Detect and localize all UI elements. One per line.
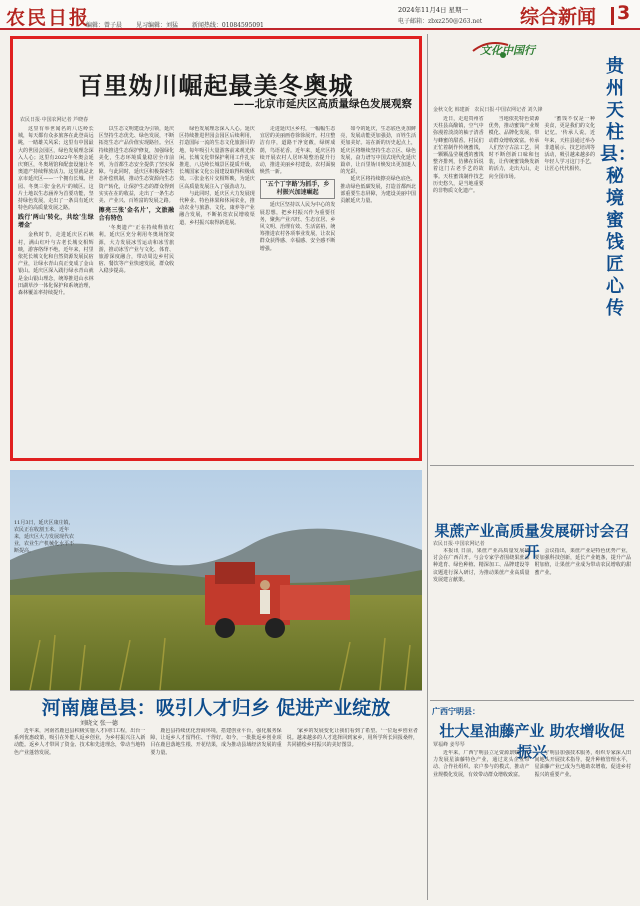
forum-col-1 — [433, 548, 530, 696]
paragraph: 走进延庆区乡村，一幅幅生态宜居的美丽画卷徐徐展开。村庄整洁有序，道路干净宽敞，绿树成荫，鸟语花香。近年来，延庆区持续开展农村人居环境整治提升行动，推进美丽乡村建设，农村面貌焕然一新。 — [259, 126, 336, 176]
paragraph: 近年来，广西宁明县立足资源禀赋，大力发展星油藤特色产业，通过龙头企业带动、合作社组织、农户参与的模式，推动产业规模化发展，有效带动群众增收致富。 — [433, 750, 530, 778]
lead-col-1 — [18, 126, 94, 456]
paragraph: 鹿邑县持续优化营商环境，搭建创业平台，强化服务保障，让返乡人才留得住、干得好。如今，一批批返乡创业项目在鹿邑落地生根、开花结果，成为推动县域经济发展的重要力量。 — [150, 728, 282, 756]
section-divider-right-2 — [430, 700, 634, 701]
culture-logo-text: 文化中国行 — [480, 44, 535, 57]
masthead-meta — [86, 20, 276, 29]
guangxi-byline: 覃福峰 姜琴琴 — [433, 742, 465, 748]
section-title: 综合新闻 — [520, 6, 597, 28]
lead-col-4 — [260, 126, 336, 456]
issue-date: 2024年11月4日 星期一 — [398, 6, 469, 14]
intern-credit: 见习编辑：刘猛 — [135, 22, 178, 29]
guangxi-headline: 壮大星油藤产业 助农增收促振兴 — [439, 722, 625, 761]
photo-caption: 11月3日，延庆区康庄镇，农民正在收割玉米。近年来，延庆区大力发展现代农业，农业生产机械化水平不断提高。 — [14, 520, 75, 554]
paragraph: 延庆区将持续擦亮绿色底色，推动绿色低碳发展，打造首都西北部重要生态屏障，为建设美丽中国贡献延庆力量。 — [340, 176, 416, 205]
paragraph: 近年来，河南省鹿邑县积极实施人才回归工程，出台一系列优惠政策，吸引在外能人返乡创业，为乡村振兴注入新动能。返乡人才带回了资金、技术和先进理念，带动当地特色产业蓬勃发展。 — [14, 728, 146, 756]
forum-body — [433, 548, 631, 696]
forum-headline: 果蔗产业高质量发展研讨会召开 — [434, 522, 630, 561]
paragraph: 绿色发展理念深入人心。延庆区持续推进世园会园区后续利用，打造国际一流的生态文化旅游目的地，每年吸引大量游客前来观光休闲。长城文化带保护利用工作扎实推进，八达岭长城景区提质升级，长城国家文化公园建设取得积极成效。三张金名片交相辉映，为延庆区高质量发展注入了强劲动力。 — [179, 126, 255, 190]
culture-col-2 — [489, 116, 540, 456]
lead-body — [18, 126, 416, 456]
culture-byline-1: 金秋文化 韩建新 — [433, 107, 470, 113]
lead-col-3 — [179, 126, 255, 456]
lead-byline: 农民日报·中国农网记者 芦晓春 — [20, 117, 89, 123]
guangxi-body — [433, 750, 631, 900]
culture-col-3 — [544, 116, 595, 456]
henan-body — [14, 728, 418, 900]
page-number: 3 — [617, 2, 631, 24]
section-divider-right — [430, 465, 634, 466]
editor-credit: 编辑：曾子晨 — [86, 22, 123, 29]
paragraph: 如今的延庆，生态底色更加鲜亮，发展动能更加强劲，百姓生活更加美好。站在新的历史起点上，延庆区将继续坚持生态立区、绿色发展，奋力谱写中国式现代化延庆篇章，让百里妫川焕发出更加迷人的光彩。 — [340, 126, 416, 176]
column-divider — [427, 34, 428, 900]
paragraph: 本报讯 日前，果蔗产业高质量发展研讨会在广西召开。与会专家学者围绕果蔗品种选育、绿色种植、精深加工、品牌建设等议题进行深入研讨，为推动果蔗产业高质量发展建言献策。 — [433, 548, 530, 583]
henan-byline: 刘晓文 张一德 — [80, 720, 118, 727]
harvest-photo-icon — [10, 470, 422, 690]
forum-byline: 农民日报·中国农网记者 — [433, 541, 485, 547]
lead-subtitle-1: 践行'两山'转化，共绘'生绿增金' — [18, 214, 94, 230]
guangxi-dateline: 广西宁明县： — [432, 706, 480, 716]
lead-subtitle-3: '五个丁字路'为抓手，乡村振兴加速崛起 — [260, 179, 336, 199]
culture-byline — [433, 106, 543, 113]
culture-col-1 — [433, 116, 484, 456]
section-divider — [611, 7, 614, 25]
forum-col-2 — [535, 548, 632, 696]
paragraph: 延庆区坚持以人民为中心的发展思想，把乡村振兴作为重要任务，聚焦产业兴旺、生态宜居、乡风文明、治理有效、生活富裕，统筹推进农村各项事业发展，让农民群众获得感、幸福感、安全感不断增强。 — [259, 202, 336, 252]
lead-col-5 — [340, 126, 416, 456]
hotline: 新闻热线：01084595091 — [191, 22, 264, 29]
lead-col-2 — [99, 126, 175, 456]
email: 电子邮箱：zbxz250@263.net — [398, 18, 483, 25]
paragraph: 宁明县加强技术服务，组织专家深入田间地头开展技术指导，提升种植管理水平，星油藤产业已成为当地助农增收、促进乡村振兴的重要产业。 — [534, 750, 631, 778]
paragraph: 金秋时节，走进延庆区石峡村，满山红叶与古老长城交相辉映，游客络绎不绝。近年来，村里依托长城文化和自然资源发展民宿产业，让绿水青山真正变成了金山银山。延庆区深入践行绿水青山就是金山银山理念，统筹推进山水林田湖草沙一体化保护和系统治理，森林覆盖率持续提升。 — [18, 232, 94, 297]
lead-subheadline: ——北京市延庆区高质量绿色发展观察 — [233, 98, 412, 110]
henan-col-2 — [150, 728, 281, 900]
guangxi-col-1 — [433, 750, 530, 900]
culture-byline-2: 农民日报·中国农网记者 刘久锋 — [474, 107, 543, 113]
newspaper-logo: 农民日报 — [6, 7, 91, 29]
paragraph: '家乡的发展变化让我们看到了希望。'一位返乡创业者说。越来越多的人才选择回到家乡，用所学所长回报桑梓，共同描绘乡村振兴的美好图景。 — [286, 728, 418, 749]
paragraph: 当地依托特色资源优势，推动蜜饯产业规模化、品牌化发展，带动群众增收致富。传承人们坚守古法工艺，同时不断创新口味和包装，让传统蜜饯焕发新的活力，走出大山，走向全国市场。 — [488, 116, 540, 180]
paragraph: '蜜饯不仅是一种美食，更是我们的文化记忆。'传承人说。近年来，天柱县通过举办非遗展示、技艺培训等活动，吸引越来越多的年轻人学习这门手艺，让匠心代代相传。 — [544, 116, 596, 173]
paragraph: 与此同时，延庆区大力发展现代种业、特色林果和休闲农业，推动农业与旅游、文化、康养等产业融合发展，不断拓宽农民增收渠道，乡村振兴取得新进展。 — [179, 190, 255, 226]
paragraph: 会议指出，果蔗产业是特色优势产业，要加强科技创新，延长产业链条，提升产品附加值，让果蔗产业成为带动农民增收的甜蜜产业。 — [534, 548, 631, 576]
lead-subtitle-2: 擦亮三张'金名片'，文旅融合有特色 — [98, 207, 175, 223]
paragraph: '冬奥遗产'正在持续释放红利。延庆区充分利用冬奥场馆资源，大力发展冰雪运动和冰雪旅游，推动冰雪产业与文化、体育、旅游深度融合，带动周边乡村民宿、餐饮等产业快速发展，群众收入稳步提高。 — [98, 225, 175, 275]
culture-body — [433, 116, 595, 456]
guangxi-col-2 — [535, 750, 632, 900]
paragraph: 近日，走进贵州省天柱县高酿镇，空气中弥漫着淡淡的柚子清香与蜂蜜的甜香。村民们正忙着制作传统蜜饯，一颗颗晶莹剔透的蜜饯整齐排列，仿佛在诉说着这门古老手艺的故事。天柱蜜饯制作技艺历史悠久，是当地重要的非物质文化遗产。 — [433, 116, 484, 195]
culture-headline: 贵州天柱县：秘境蜜饯匠心传 — [600, 56, 636, 319]
henan-headline: 河南鹿邑县：吸引人才归乡 促进产业绽放 — [41, 697, 391, 719]
paragraph: 以生态文明建设为引领，延庆区坚持生态优先、绿色发展，不断拓宽生态产品价值实现路径。全区持续推进生态保护修复，加强绿化美化，生态环境质量稳居全市前列，为首都生态安全提供了坚实保障。与此同时，延庆区积极探索生态补偿机制，推动生态资源向生态资产转化，让保护生态的群众得到实实在在的收益，走出了一条生态美、产业兴、百姓富的发展之路。 — [98, 126, 175, 205]
section-divider-left — [10, 690, 422, 691]
paragraph: 这里有举世闻名的八达岭长城，每天都有众多旅客在此登高远眺，一睹雄关风采；这里有中国最大的世园会园区，绿色发展理念深入人心；这里有2022年冬奥会延庆赛区，冬奥场馆和配套设施让冬奥遗产持续释放活力。这里就是北京市延庆区——一个拥有长城、世园、冬奥三张'金名片'的城区。这片土地以生态涵养为首要功能，坚持绿色发展，走出了一条具有延庆特色的高质量发展之路。 — [18, 126, 94, 212]
lead-headline: 百里妫川崛起最美冬奥城 — [78, 71, 354, 100]
farmer-harvest-photo — [10, 470, 422, 690]
henan-col-3 — [287, 728, 418, 900]
henan-col-1 — [14, 728, 145, 900]
